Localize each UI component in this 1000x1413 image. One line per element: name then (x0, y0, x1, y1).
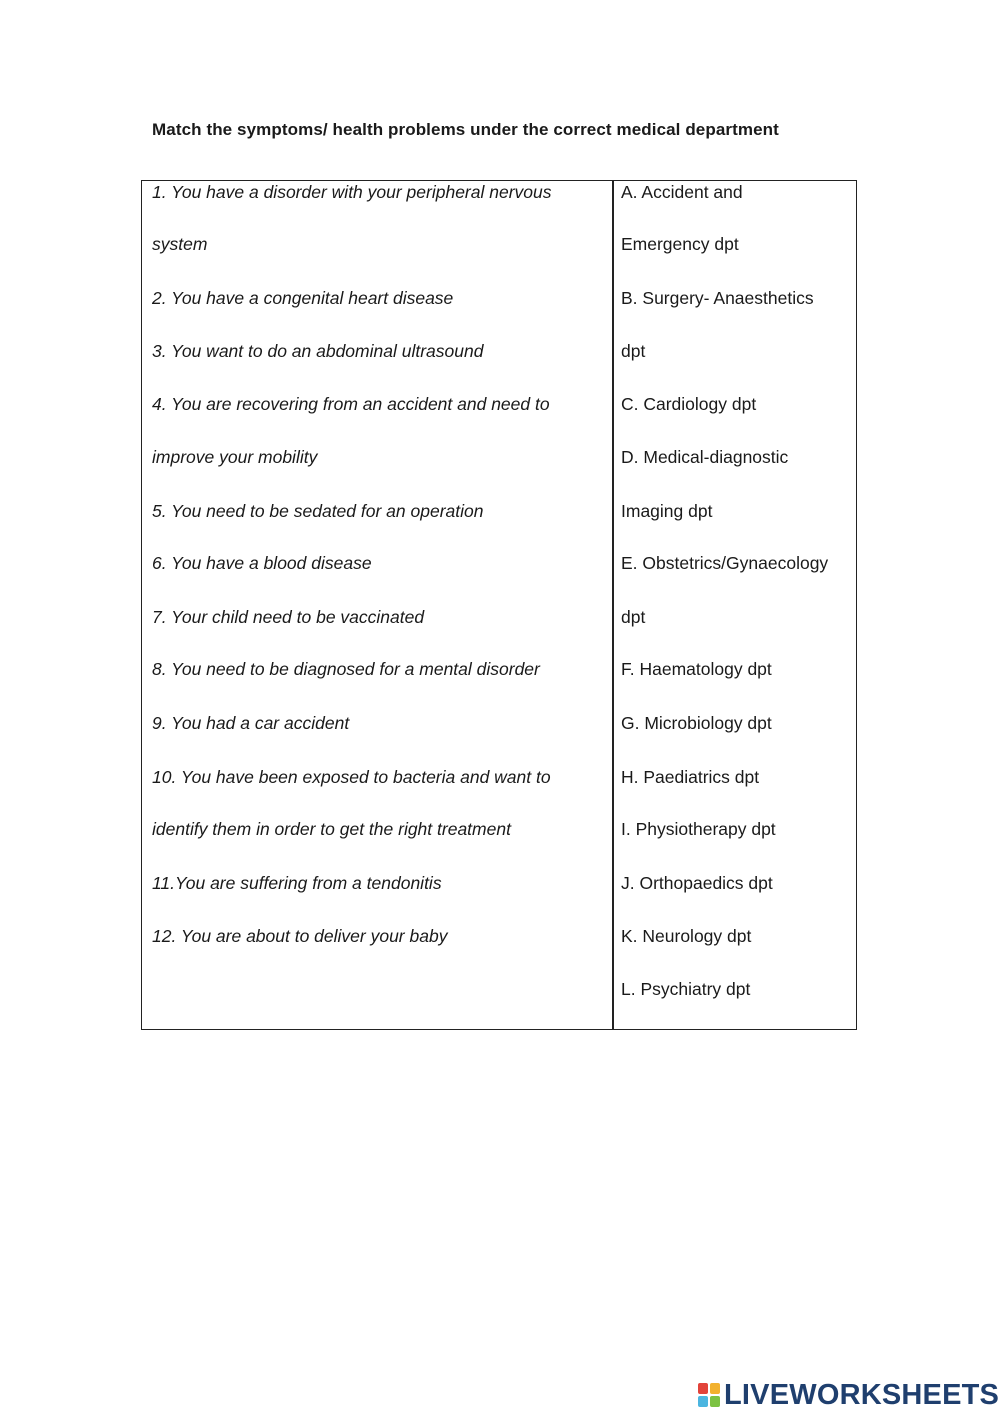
department-line: dpt (621, 341, 646, 361)
department-line: F. Haematology dpt (621, 659, 772, 679)
department-line: C. Cardiology dpt (621, 394, 757, 414)
symptom-line: system (152, 234, 208, 254)
logo-square-red (698, 1383, 708, 1394)
column-divider (612, 181, 614, 1029)
matching-table (141, 180, 857, 1030)
symptom-line: 3. You want to do an abdominal ultrasound (152, 341, 484, 361)
symptom-line: 2. You have a congenital heart disease (152, 288, 454, 308)
symptom-line: 10. You have been exposed to bacteria and want to (152, 767, 551, 787)
symptom-line: 11.You are suffering from a tendonitis (152, 873, 442, 893)
symptom-line: improve your mobility (152, 447, 318, 467)
department-line: G. Microbiology dpt (621, 713, 772, 733)
department-line: Emergency dpt (621, 234, 739, 254)
department-line: Imaging dpt (621, 501, 713, 521)
symptom-line: identify them in order to get the right treatment (152, 819, 511, 839)
symptom-line: 7. Your child need to be vaccinated (152, 607, 425, 627)
logo-square-blue (698, 1396, 708, 1407)
department-line: A. Accident and (621, 182, 743, 202)
department-line: dpt (621, 607, 646, 627)
department-line: D. Medical-diagnostic (621, 447, 789, 467)
liveworksheets-logo-icon (697, 1382, 721, 1408)
symptom-line: 4. You are recovering from an accident and need to (152, 394, 550, 414)
department-line: L. Psychiatry dpt (621, 979, 751, 999)
symptom-line: 6. You have a blood disease (152, 553, 372, 573)
department-line: B. Surgery- Anaesthetics (621, 288, 814, 308)
symptom-line: 9. You had a car accident (152, 713, 350, 733)
department-line: J. Orthopaedics dpt (621, 873, 773, 893)
symptom-line: 12. You are about to deliver your baby (152, 926, 448, 946)
logo-square-yellow (710, 1383, 720, 1394)
logo-text: LIVEWORKSHEETS (724, 1378, 1000, 1411)
symptom-line: 1. You have a disorder with your peripheral nervous (152, 182, 552, 202)
symptom-line: 5. You need to be sedated for an operation (152, 501, 484, 521)
department-line: I. Physiotherapy dpt (621, 819, 776, 839)
department-line: K. Neurology dpt (621, 926, 752, 946)
department-line: H. Paediatrics dpt (621, 767, 760, 787)
department-line: E. Obstetrics/Gynaecology (621, 553, 829, 573)
logo-square-green (710, 1396, 720, 1407)
worksheet-title: Match the symptoms/ health problems under the correct medical department (152, 120, 779, 139)
symptom-line: 8. You need to be diagnosed for a mental disorder (152, 659, 540, 679)
liveworksheets-logo[interactable] (697, 1378, 999, 1412)
